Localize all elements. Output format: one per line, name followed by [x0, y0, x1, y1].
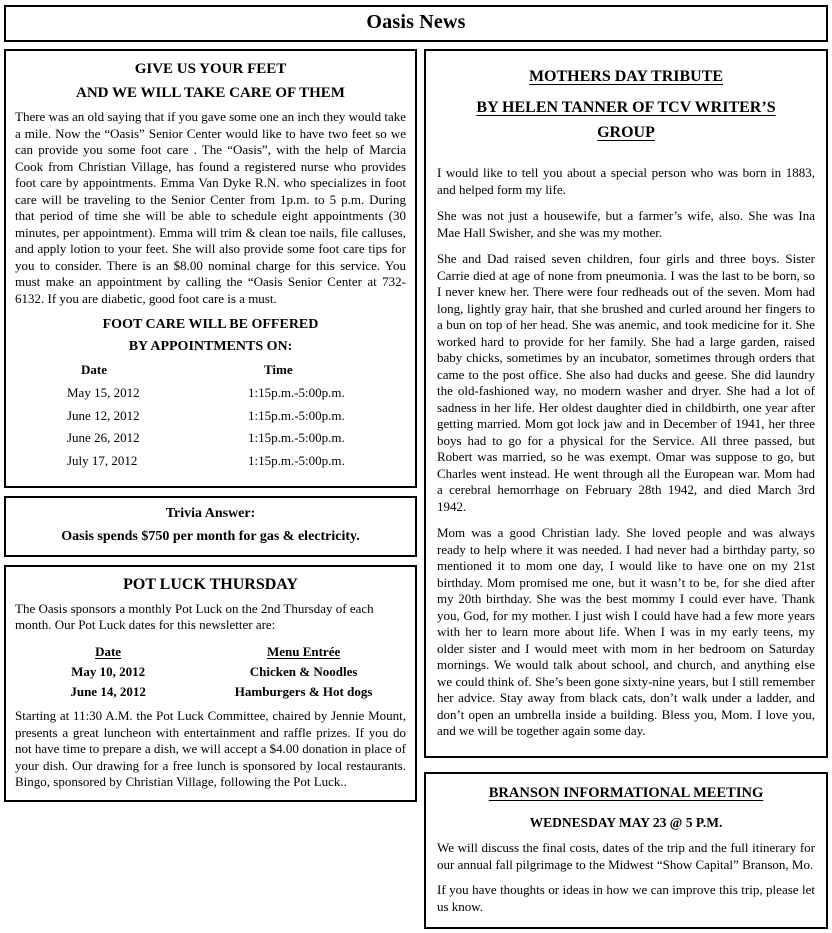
pot-luck-body: Starting at 11:30 A.M. the Pot Luck Committee, chaired by Jennie Mount, presents a great luncheon with entertainment and raffle prizes. If you do not have time to prepare a dish, we will accept a $4.00 donation in place of your dish. Our drawing for a free lunch is sponsored by local restaurants. Bingo, sponsored by Christian Village, following the Pot Luck..	[15, 708, 406, 790]
mothers-day-paragraph: Mom was a good Christian lady. She loved people and was always ready to help where it was needed. I had never had a birthday party, so mentioned it to mom one day, I would like to have one on my 21st birthday. Mom promised me one, but it wasn’t to be, for she died after my 20th birthday. She was the best mommy I could ever have. Thank you, God, for my mother. I just wish I could have had a few more years with her to learn more about life. When I was in my early teens, my older sister and I would meet with mom in her bedroom on Saturday mornings. We would talk about school, and church, and anything else we could think of. She’s been gone sixty-nine years, but I still remember her advice. Stay away from black cats, don’t walk under a ladder, and don’t open an umbrella inside a building. Bless you, Mom. I love you, and we will be together again some day.	[437, 525, 815, 739]
branson-paragraph: If you have thoughts or ideas in how we can improve this trip, please let us know.	[437, 882, 815, 914]
trivia-answer: Oasis spends $750 per month for gas & electricity.	[61, 528, 360, 544]
left-column	[4, 49, 417, 802]
foot-care-body: There was an old saying that if you gave some one an inch they would take a mile. Now the “Oasis” Senior Center would like to have two feet so we can provide you some foot care . The “Oasis”, with the help of Marcia Cook from Christian Village, has found a registered nurse who provides foot care by appointments. Emma Van Dyke R.N. who specializes in foot care will be traveling to the Senior Center from 1p.m. to 5 p.m. During that period of time she will be able to schedule eight appointments (30 minutes, per appointment). Emma will trim & clean toe nails, file calluses, and apply lotion to your feet. She will also provide some foot care tips for you to consider. There is an $8.00 nominal charge for this service. You must make an appointment by calling the “Oasis Senior Center at 732-6132. If you are diabetic, good foot care is a must.	[15, 109, 406, 306]
trivia-box	[4, 496, 417, 557]
pot-luck-table	[15, 642, 406, 702]
schedule-date: June 12, 2012	[67, 407, 140, 423]
pot-luck-date: June 14, 2012	[70, 684, 146, 700]
branson-meeting-article	[424, 772, 828, 930]
schedule-header-time: Time	[264, 362, 293, 377]
pot-luck-article	[4, 565, 417, 802]
pot-luck-date: May 10, 2012	[71, 663, 146, 679]
pot-luck-title: POT LUCK THURSDAY	[123, 575, 298, 593]
page-title: Oasis News	[366, 11, 466, 33]
trivia-title: Trivia Answer:	[165, 505, 256, 521]
mothers-day-title-line1: MOTHERS DAY TRIBUTE	[528, 68, 724, 85]
schedule-time: 1:15p.m.-5:00p.m.	[248, 384, 345, 400]
pot-luck-entree: Chicken & Noodles	[249, 663, 358, 679]
foot-care-offer-line1: FOOT CARE WILL BE OFFERED	[102, 317, 319, 332]
foot-care-offer-line2: BY APPOINTMENTS ON:	[128, 339, 293, 354]
schedule-header-row	[15, 359, 406, 382]
masthead	[4, 5, 828, 42]
foot-care-schedule	[15, 359, 406, 473]
pot-luck-row	[15, 682, 406, 702]
schedule-date: July 17, 2012	[67, 453, 138, 468]
foot-care-title-line1: GIVE US YOUR FEET	[134, 61, 287, 77]
mothers-day-paragraph: She and Dad raised seven children, four girls and three boys. Sister Carrie died at age of none from pneumonia. I was the last to be born, so I never knew her. There were four redheads out of the seven. Mom had long, lightly gray hair, that she brushed and curled around her fingers to a bun on top of her head. She was anemic, and took medicine for it. She worked hard to provide for her family. She had a large garden, raised baby chicks, sometimes by an incubator, sometimes through orders that came to the post office. She also had ducks and geese. She did laundry the old-fashioned way, no modern washer and dryer. She had a lot of sadness in her life. Her oldest daughter died in childbirth, one year after getting married. Mom got lock jaw and in December of 1941, her three boys had to go for a physical for the Service. All three passed, but Robert was married, so he was exempt. Omar was suppose to go, but Charles went instead. He went through all the European war. Mom had a cerebral hemorrhage on February 28th 1942, and died March 3rd 1942.	[437, 251, 815, 514]
schedule-header-date: Date	[81, 362, 107, 377]
pot-luck-intro: The Oasis sponsors a monthly Pot Luck on the 2nd Thursday of each month. Our Pot Luck dates for this newsletter are:	[15, 600, 374, 633]
foot-care-article	[4, 49, 417, 488]
schedule-date: June 26, 2012	[67, 430, 140, 446]
schedule-date: May 15, 2012	[67, 384, 140, 400]
schedule-row	[15, 450, 406, 473]
pot-luck-row	[15, 662, 406, 682]
pot-luck-entree: Hamburgers & Hot dogs	[234, 684, 373, 700]
columns-container	[4, 49, 828, 929]
pot-luck-header-entree: Menu Entrée	[266, 643, 341, 659]
branson-paragraph: We will discuss the final costs, dates of the trip and the full itinerary for our annual fall pilgrimage to the Midwest “Show Capital” Branson, Mo.	[437, 840, 815, 872]
mothers-day-paragraph: She was not just a housewife, but a farmer’s wife, also. She was Ina Mae Hall Swisher, and she was my mother.	[437, 208, 815, 240]
schedule-row	[15, 382, 406, 405]
mothers-day-title-line2: BY HELEN TANNER OF TCV WRITER’S GROUP	[476, 98, 776, 141]
foot-care-title-line2: AND WE WILL TAKE CARE OF THEM	[76, 85, 345, 101]
schedule-time: 1:15p.m.-5:00p.m.	[248, 453, 345, 468]
pot-luck-header-date: Date	[95, 643, 122, 659]
schedule-time: 1:15p.m.-5:00p.m.	[248, 430, 345, 446]
mothers-day-paragraph: I would like to tell you about a special person who was born in 1883, and helped form my life.	[437, 165, 815, 197]
schedule-time: 1:15p.m.-5:00p.m.	[248, 407, 345, 423]
schedule-row	[15, 405, 406, 428]
mothers-day-article	[424, 49, 828, 758]
schedule-row	[15, 427, 406, 450]
pot-luck-header-row	[15, 642, 406, 662]
branson-subtitle: WEDNESDAY MAY 23 @ 5 P.M.	[529, 815, 723, 831]
branson-title: BRANSON INFORMATIONAL MEETING	[488, 784, 764, 801]
right-column	[424, 49, 828, 929]
